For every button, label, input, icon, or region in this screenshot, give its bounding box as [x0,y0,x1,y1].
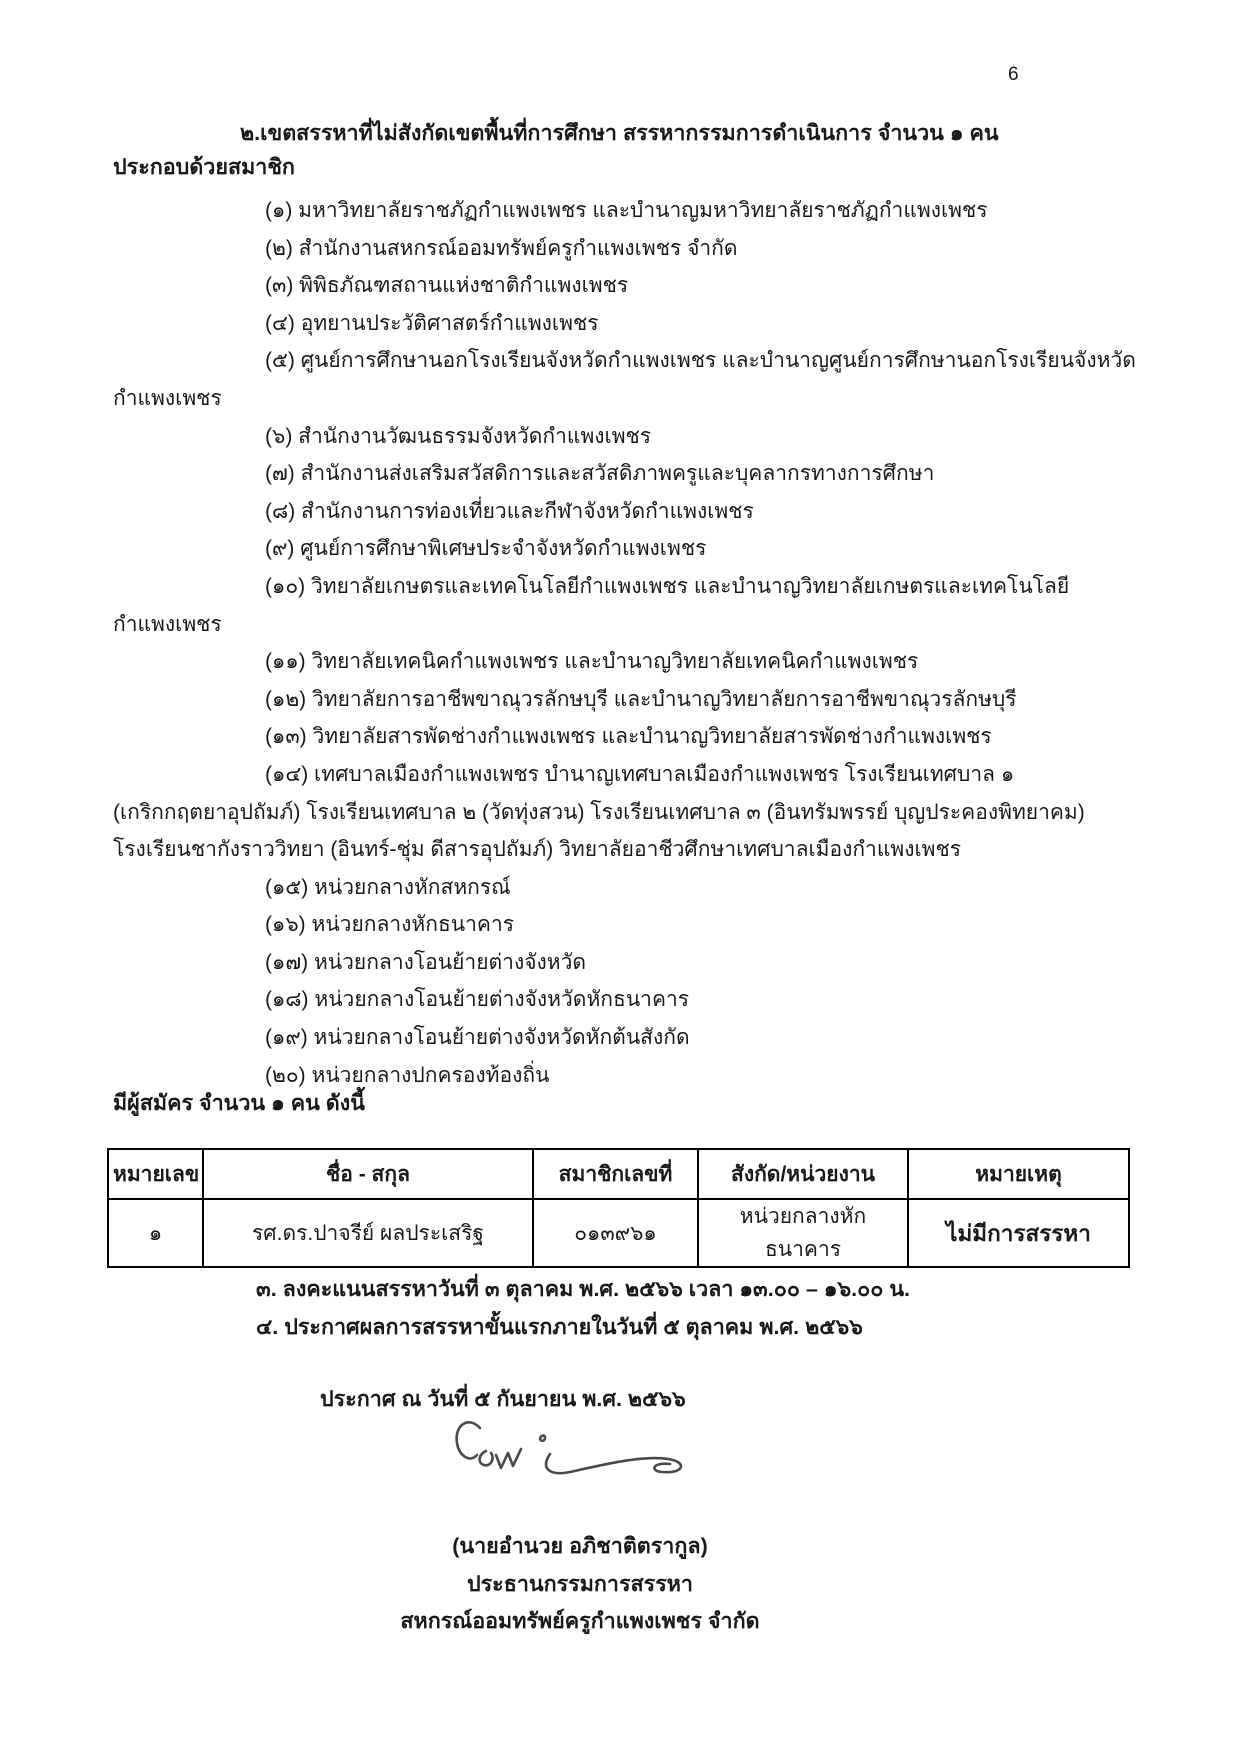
member-unit-line-19: (๑๙) หน่วยกลางโอนย้ายต่างจังหวัดหักต้นสังกัด [265,1026,690,1050]
cell-member-id: ๐๑๓๙๖๑ [533,1199,698,1267]
member-unit-line-6: (๖) สำนักงานวัฒนธรรมจังหวัดกำแพงเพชร [265,424,652,448]
member-unit-line-7: (๗) สำนักงานส่งเสริมสวัสดิการและสวัสดิภาพครูและบุคลากรทางการศึกษา [265,462,935,486]
section-title: ๒.เขตสรรหาที่ไม่สังกัดเขตพื้นที่การศึกษา สรรหากรรมการดำเนินการ จำนวน ๑ คน [240,121,999,145]
member-unit-line-16: (๑๖) หน่วยกลางหักธนาคาร [265,913,515,937]
member-unit-line-8: (๘) สำนักงานการท่องเที่ยวและกีฬาจังหวัดกำแพงเพชร [265,499,754,523]
page-number: 6 [1008,64,1019,85]
member-unit-line-2: (๒) สำนักงานสหกรณ์ออมทรัพย์ครูกำแพงเพชร จำกัด [265,236,738,260]
member-unit-line-20: (๒๐) หน่วยกลางปกครองท้องถิ่น [265,1063,550,1087]
section-subtitle: ประกอบด้วยสมาชิก [113,155,295,179]
member-unit-line-9: (๙) ศูนย์การศึกษาพิเศษประจำจังหวัดกำแพงเพชร [265,537,707,561]
cell-affiliation: หน่วยกลางหักธนาคาร [698,1199,908,1267]
table-header-row [108,1149,1129,1199]
applicants-table [107,1148,1130,1268]
member-unit-line-3: (๓) พิพิธภัณฑสถานแห่งชาติกำแพงเพชร [265,274,629,298]
member-unit-line-14-cont-1: (เกริกกฤตยาอุปถัมภ์) โรงเรียนเทศบาล ๒ (วัดทุ่งสวน) โรงเรียนเทศบาล ๓ (อินทรัมพรรย์ บุญประคองพิทยาคม) [113,800,1085,824]
cell-note: ไม่มีการสรรหา [908,1199,1129,1267]
col-header-affiliation: สังกัด/หน่วยงาน [698,1149,908,1199]
signature-scribble [446,1412,706,1492]
col-header-note: หมายเหตุ [908,1149,1129,1199]
member-unit-line-10: (๑๐) วิทยาลัยเกษตรและเทคโนโลยีกำแพงเพชร และบำนาญวิทยาลัยเกษตรและเทคโนโลยี [265,574,1070,598]
member-unit-line-4: (๔) อุทยานประวัติศาสตร์กำแพงเพชร [265,311,599,335]
cell-number: ๑ [108,1199,203,1267]
member-unit-line-10-cont: กำแพงเพชร [113,612,222,636]
member-unit-line-5-cont: กำแพงเพชร [113,386,222,410]
member-unit-line-5: (๕) ศูนย์การศึกษานอกโรงเรียนจังหวัดกำแพงเพชร และบำนาญศูนย์การศึกษานอกโรงเรียนจังหวัด [265,349,1136,373]
applicants-intro: มีผู้สมัคร จำนวน ๑ คน ดังนี้ [113,1091,365,1115]
table-row [108,1199,1129,1267]
signer-block [260,1528,900,1641]
cell-name: รศ.ดร.ปาจรีย์ ผลประเสริฐ [203,1199,533,1267]
member-unit-line-14: (๑๔) เทศบาลเมืองกำแพงเพชร บำนาญเทศบาลเมืองกำแพงเพชร โรงเรียนเทศบาล ๑ [265,762,1015,786]
col-header-name: ชื่อ - สกุล [203,1149,533,1199]
announcement-date-line: ประกาศ ณ วันที่ ๕ กันยายน พ.ศ. ๒๕๖๖ [320,1387,686,1411]
signer-organization: สหกรณ์ออมทรัพย์ครูกำแพงเพชร จำกัด [400,1609,760,1633]
member-unit-line-17: (๑๗) หน่วยกลางโอนย้ายต่างจังหวัด [265,950,587,974]
member-unit-line-1: (๑) มหาวิทยาลัยราชภัฏกำแพงเพชร และบำนาญมหาวิทยาลัยราชภัฏกำแพงเพชร [265,199,988,222]
signer-title: ประธานกรรมการสรรหา [466,1571,694,1596]
col-header-member-id: สมาชิกเลขที่ [533,1149,698,1199]
member-unit-line-15: (๑๕) หน่วยกลางหักสหกรณ์ [265,875,511,899]
voting-date-line: ๓. ลงคะแนนสรรหาวันที่ ๓ ตุลาคม พ.ศ. ๒๕๖๖ เวลา ๑๓.๐๐ – ๑๖.๐๐ น. [256,1277,911,1301]
member-unit-line-13: (๑๓) วิทยาลัยสารพัดช่างกำแพงเพชร และบำนาญวิทยาลัยสารพัดช่างกำแพงเพชร [265,725,992,749]
member-unit-line-12: (๑๒) วิทยาลัยการอาชีพขาณุวรลักษบุรี และบำนาญวิทยาลัยการอาชีพขาณุวรลักษบุรี [265,687,1017,711]
member-unit-line-18: (๑๘) หน่วยกลางโอนย้ายต่างจังหวัดหักธนาคาร [265,988,690,1012]
col-header-number: หมายเลข [108,1149,203,1199]
member-units-list [113,192,1137,1094]
result-announce-line: ๔. ประกาศผลการสรรหาขั้นแรกภายในวันที่ ๕ ตุลาคม พ.ศ. ๒๕๖๖ [256,1315,863,1339]
member-unit-line-14-cont-2: โรงเรียนชากังราววิทยา (อินทร์-ชุ่ม ดีสารอุปถัมภ์) วิทยาลัยอาชีวศึกษาเทศบาลเมืองกำแพงเพชร [113,838,962,862]
signer-name: (นายอำนวย อภิชาติตรากูล) [452,1534,708,1558]
member-unit-line-11: (๑๑) วิทยาลัยเทคนิคกำแพงเพชร และบำนาญวิทยาลัยเทคนิคกำแพงเพชร [265,650,919,674]
